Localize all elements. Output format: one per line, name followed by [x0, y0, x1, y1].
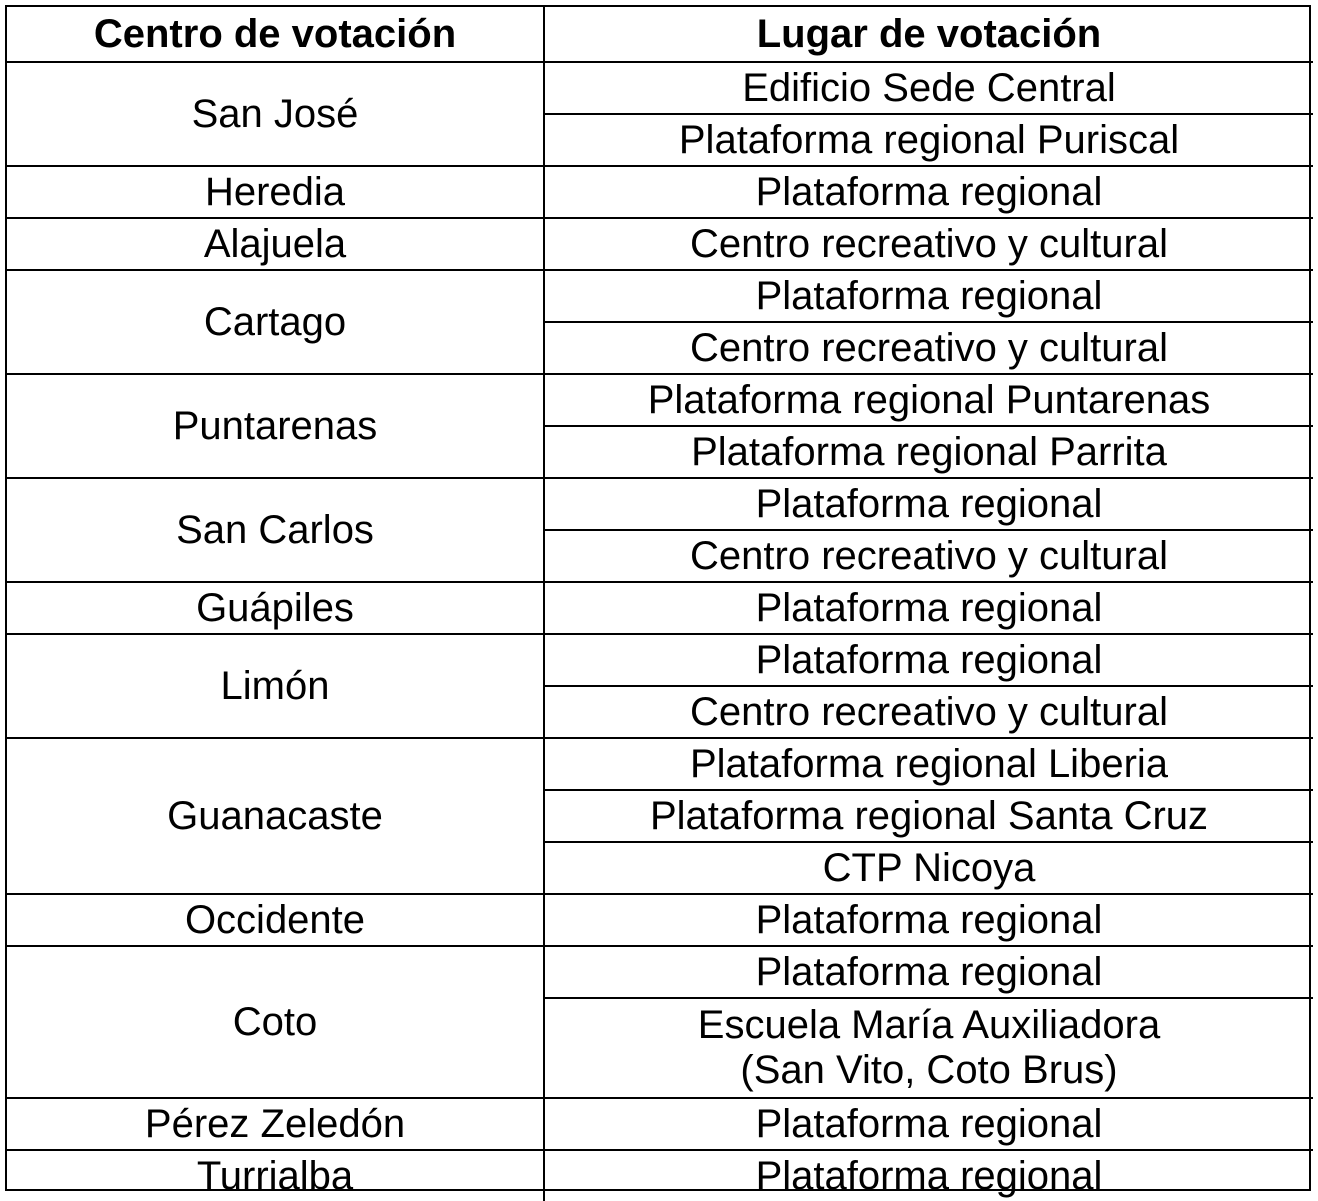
lugar-cell: Edificio Sede Central	[545, 61, 1313, 113]
lugar-cell: Centro recreativo y cultural	[545, 217, 1313, 269]
centro-cell: Guápiles	[7, 581, 545, 633]
centro-cell: Coto	[7, 945, 545, 1097]
centro-cell: Turrialba	[7, 1149, 545, 1201]
lugar-cell: Plataforma regional	[545, 945, 1313, 997]
lugar-cell: Centro recreativo y cultural	[545, 529, 1313, 581]
lugar-cell: Plataforma regional	[545, 269, 1313, 321]
centro-cell: Cartago	[7, 269, 545, 373]
lugar-cell: Centro recreativo y cultural	[545, 321, 1313, 373]
centro-cell: Limón	[7, 633, 545, 737]
centro-cell: Occidente	[7, 893, 545, 945]
centro-cell: Pérez Zeledón	[7, 1097, 545, 1149]
centro-cell: Heredia	[7, 165, 545, 217]
lugar-cell: Plataforma regional	[545, 1149, 1313, 1201]
voting-centers-table	[5, 5, 1311, 1198]
lugar-cell: Escuela María Auxiliadora (San Vito, Coto Brus)	[545, 997, 1313, 1097]
centro-cell: Alajuela	[7, 217, 545, 269]
centro-cell: Puntarenas	[7, 373, 545, 477]
lugar-cell: Plataforma regional	[545, 477, 1313, 529]
lugar-cell: Centro recreativo y cultural	[545, 685, 1313, 737]
lugar-cell: Plataforma regional	[545, 633, 1313, 685]
lugar-cell: Plataforma regional	[545, 1097, 1313, 1149]
lugar-cell: Plataforma regional Puntarenas	[545, 373, 1313, 425]
header-lugar: Lugar de votación	[756, 11, 1102, 56]
lugar-cell: Plataforma regional	[545, 893, 1313, 945]
header-centro: Centro de votación	[7, 7, 545, 61]
lugar-cell: Plataforma regional Parrita	[545, 425, 1313, 477]
lugar-cell: CTP Nicoya	[545, 841, 1313, 893]
centro-cell: San José	[7, 61, 545, 165]
lugar-cell: Plataforma regional	[545, 581, 1313, 633]
lugar-cell: Plataforma regional Puriscal	[545, 113, 1313, 165]
lugar-cell: Plataforma regional	[545, 165, 1313, 217]
centro-cell: San Carlos	[7, 477, 545, 581]
lugar-cell: Plataforma regional Liberia	[545, 737, 1313, 789]
centro-cell: Guanacaste	[7, 737, 545, 893]
lugar-cell: Plataforma regional Santa Cruz	[545, 789, 1313, 841]
